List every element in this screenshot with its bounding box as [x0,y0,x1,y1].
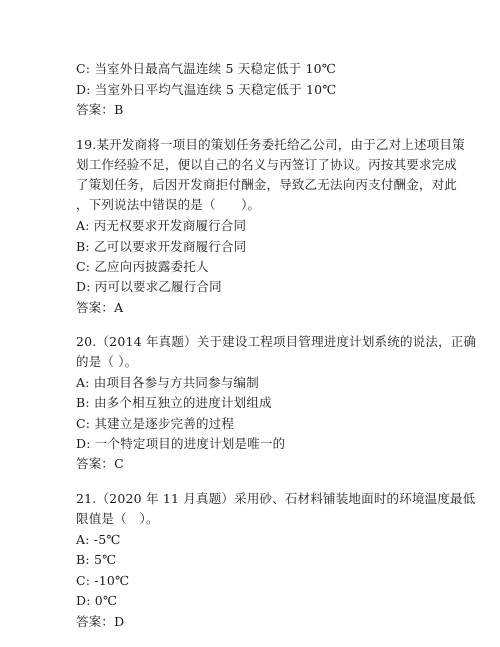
option-c-q20: C: 其建立是逐步完善的过程 [76,416,235,431]
option-d-q19: D: 丙可以要求乙履行合同 [76,279,222,294]
question-21-line-2: 限值是（ ）。 [76,511,159,526]
option-d-q21: D: 0℃ [76,593,118,608]
answer-q18: 答案：B [76,102,124,117]
question-19-line-3: 了策划任务，后因开发商拒付酬金，导致乙无法向丙支付酬金，对此 [76,177,458,192]
question-20-line-1: 20.（2014 年真题）关于建设工程项目管理进度计划系统的说法，正确 [76,334,477,349]
option-c-q18: C: 当室外日最高气温连续 5 天稳定低于 10℃ [76,61,337,76]
option-c-q19: C: 乙应向丙披露委托人 [76,259,209,274]
option-b-q19: B: 乙可以要求开发商履行合同 [76,239,247,254]
option-a-q21: A: -5℃ [76,532,121,547]
option-a-q20: A: 由项目各参与方共同参与编制 [76,375,259,390]
option-a-q19: A: 丙无权要求开发商履行合同 [76,218,247,233]
option-d-q18: D: 当室外日平均气温连续 5 天稳定低于 10℃ [76,82,337,97]
question-19-line-4: ，下列说法中错误的是（ ）。 [76,197,261,212]
question-19-line-1: 19.某开发商将一项目的策划任务委托给乙公司，由于乙对上述项目策 [76,137,465,152]
question-20-line-2: 的是（ ）。 [76,354,138,369]
answer-q19: 答案：A [76,300,124,315]
answer-q20: 答案：C [76,456,124,471]
option-d-q20: D: 一个特定项目的进度计划是唯一的 [76,436,286,451]
option-c-q21: C: -10℃ [76,573,130,588]
answer-q21: 答案：D [76,614,125,629]
question-21-line-1: 21.（2020 年 11 月真题）采用砂、石材料铺装地面时的环境温度最低 [76,491,476,506]
question-19-line-2: 划工作经验不足，便以自己的名义与丙签订了协议。丙按其要求完成 [76,157,458,172]
option-b-q21: B: 5℃ [76,552,117,567]
option-b-q20: B: 由多个相互独立的进度计划组成 [76,395,272,410]
